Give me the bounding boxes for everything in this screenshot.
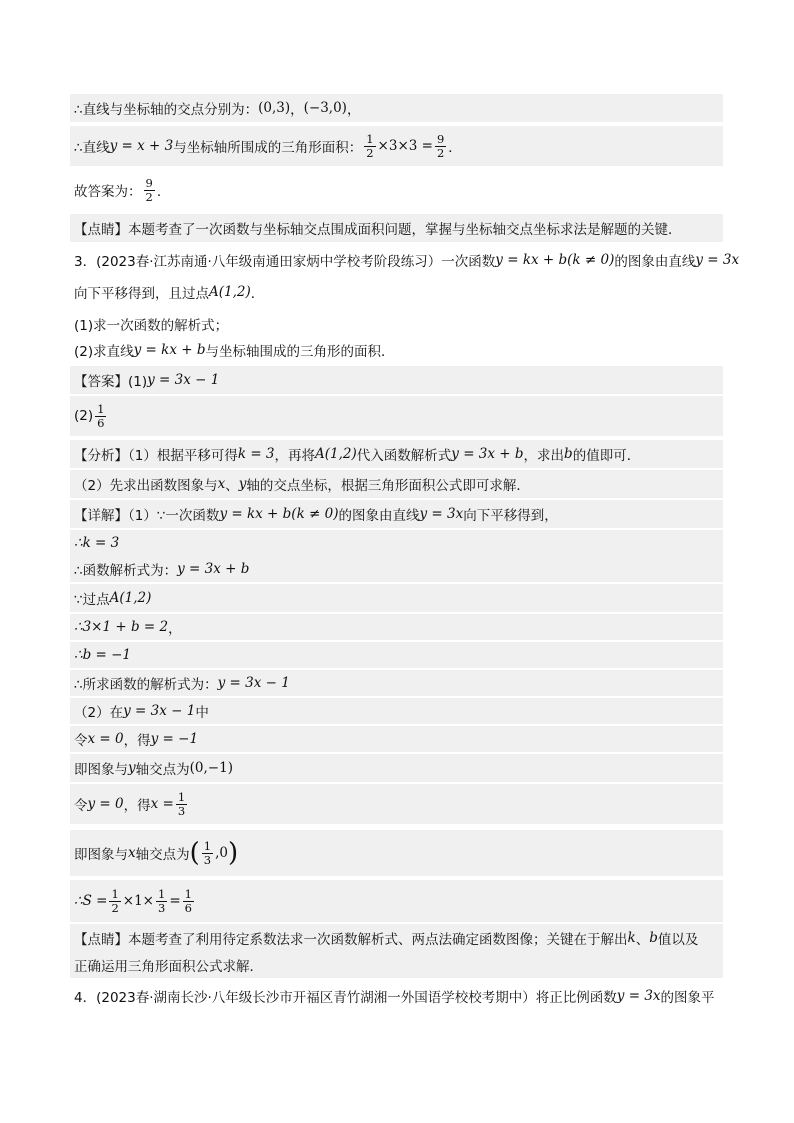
detail-line-7: ∴所求函数的解析式为： y = 3x − 1	[70, 670, 723, 696]
fraction: $\frac{1}{3}$	[177, 790, 186, 818]
detail-line-13: ∴S = $\frac{1}{2}$ ×1× $\frac{1}{3}$ = $\frac{1}{6}$	[70, 880, 723, 922]
question-3-header: 3．(2023春·江苏南通·八年级南通田家炳中学校考阶段练习）一次函数 y = kx + b (k ≠ 0) 的图象由直线 y = 3x	[70, 246, 723, 274]
answer-part-2: (2) $\frac{1}{6}$	[70, 396, 723, 436]
fraction: $\frac{1}{2}$	[366, 132, 374, 160]
detail-line-6: ∴b = −1	[70, 642, 723, 668]
fraction: $\frac{1}{3}$	[203, 839, 212, 867]
question-3-part-1: (1)求一次函数的解析式；	[70, 310, 723, 338]
comment-line-3: 正确运用三角形面积公式求解．	[70, 952, 723, 978]
solution-line-area: ∴直线 y = x + 3 与坐标轴所围成的三角形面积： $\frac{1}{2}$ ×3×3 = $\frac{9}{2}$ ．	[70, 126, 723, 166]
detail-line-9: 令 x = 0 ，得 y = −1	[70, 726, 723, 752]
question-3-part-2: (2)求直线 y = kx + b 与坐标轴围成的三角形的面积．	[70, 336, 723, 364]
detail-line-10: 即图象与 y 轴交点为 (0,−1)	[70, 754, 723, 782]
detail-line-12: 即图象与 x 轴交点为 ( $\frac{1}{3}$ ,0 )	[70, 830, 723, 876]
comment-line: 【点睛】本题考查了一次函数与坐标轴交点围成面积问题，掌握与坐标轴交点坐标求法是解题的关键．	[70, 214, 723, 242]
fraction: $\frac{1}{6}$	[184, 887, 192, 915]
question-3-line-2: 向下平移得到，且过点 A(1,2) ．	[70, 278, 723, 306]
fraction: $\frac{9}{2}$	[436, 132, 445, 160]
analysis-line-2: （2）先求出函数图象与 x 、 y 轴的交点坐标，根据三角形面积公式即可求解．	[70, 470, 723, 498]
detail-line-2: ∴k = 3	[70, 530, 723, 556]
detail-line-4: ∵过点 A(1,2)	[70, 584, 723, 612]
analysis-line-1: 【分析】（1）根据平移可得 k = 3 ，再将 A(1,2) 代入函数解析式 y = 3x + b ，求出 b 的值即可．	[70, 440, 723, 468]
detail-line-5: ∴3×1 + b = 2 ，	[70, 614, 723, 640]
solution-line-intersections: ∴直线与坐标轴的交点分别为： (0,3) ， (−3,0) ，	[70, 94, 723, 122]
detail-line-3: ∴函数解析式为： y = 3x + b	[70, 556, 723, 582]
answer-part-1: 【答案】(1) y = 3x − 1	[70, 366, 723, 394]
answer-line: 故答案为： $\frac{9}{2}$ ．	[70, 170, 723, 210]
question-4-header: 4．(2023春·湖南长沙·八年级长沙市开福区青竹湖湘一外国语学校校考期中）将正比例函数 y = 3x 的图象平	[70, 982, 723, 1010]
detail-line-11: 令 y = 0 ，得 x = $\frac{1}{3}$	[70, 784, 723, 824]
detail-line-8: （2）在 y = 3x − 1 中	[70, 698, 723, 724]
detail-line-1: 【详解】（1）∵一次函数 y = kx + b (k ≠ 0) 的图象由直线 y = 3x 向下平移得到，	[70, 500, 723, 528]
comment-line-2: 【点睛】本题考查了利用待定系数法求一次函数解析式、两点法确定函数图像；关键在于解出 k 、 b 值以及	[70, 924, 723, 952]
fraction: $\frac{1}{3}$	[158, 887, 166, 915]
fraction: $\frac{9}{2}$	[145, 176, 153, 204]
fraction: $\frac{1}{2}$	[111, 887, 119, 915]
fraction: $\frac{1}{6}$	[97, 402, 105, 430]
